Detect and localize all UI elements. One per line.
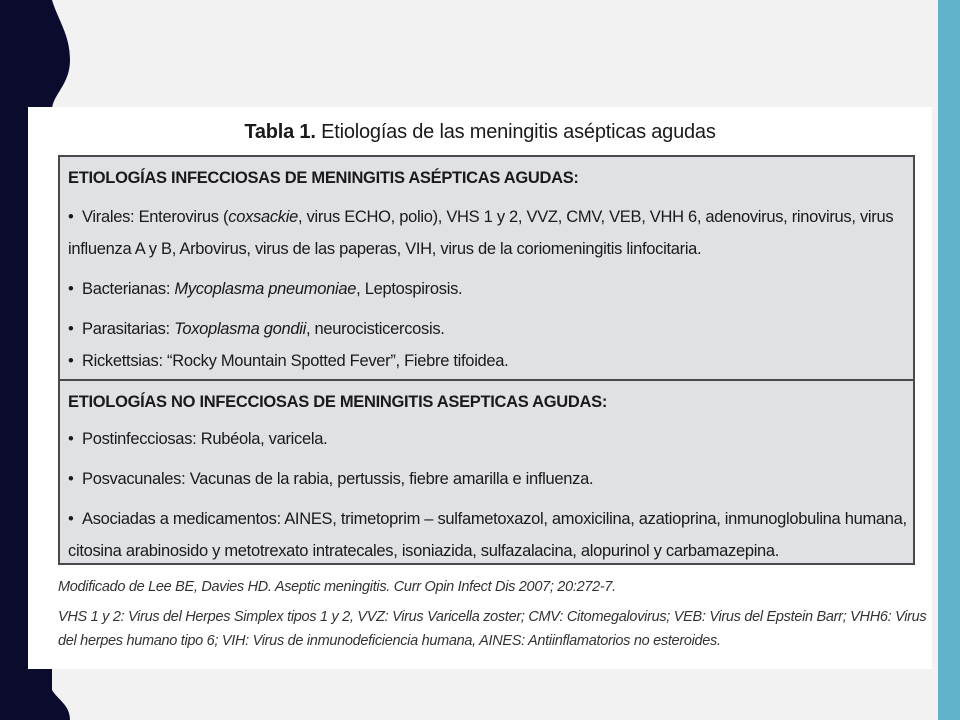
item-text: Virales: Enterovirus (	[82, 208, 229, 226]
item-text: , Leptospirosis.	[356, 280, 463, 298]
noninfectious-section	[60, 381, 913, 563]
italic-term: Mycoplasma pneumoniae	[174, 280, 357, 298]
list-item	[68, 423, 908, 455]
italic-term: Toxoplasma gondii	[174, 320, 306, 338]
bullet-icon: •	[68, 352, 74, 370]
table-title	[28, 121, 932, 144]
table-document	[28, 107, 932, 669]
italic-term: coxsackie	[228, 208, 298, 226]
item-text: Postinfecciosas: Rubéola, varicela.	[82, 430, 328, 448]
abbreviations-note: VHS 1 y 2: Virus del Herpes Simplex tipos 1 y 2, VVZ: Virus Varicella zoster; CMV: Citomegalovirus; VEB: Virus del Epstein Barr; VHH6: Virus del herpes humano tipo 6; VIH: Virus de inmunodeficiencia humana, AINES: Antiinflamatorios no esteroides.	[58, 609, 927, 649]
item-text: Posvacunales: Vacunas de la rabia, pertussis, fiebre amarilla e influenza.	[82, 470, 594, 488]
bullet-icon: •	[68, 470, 74, 488]
infectious-section	[60, 157, 913, 381]
item-text: , virus ECHO, polio), VHS 1 y 2, VVZ, CMV, VEB, VHH 6, adenovirus, rinovirus, virus influenza A y B, Arbovirus, virus de las paperas, VIH, virus de la coriomeningitis linfocitaria.	[68, 208, 894, 258]
bullet-icon: •	[68, 280, 74, 298]
table-title-rest: Etiologías de las meningitis asépticas agudas	[315, 121, 716, 143]
item-text: , neurocisticercosis.	[305, 320, 445, 338]
bullet-icon: •	[68, 208, 74, 226]
list-item	[68, 201, 908, 265]
list-item	[68, 313, 908, 345]
list-item	[68, 463, 908, 495]
right-accent-strip	[938, 0, 960, 720]
list-item	[68, 503, 908, 567]
infectious-section-heading: ETIOLOGÍAS INFECCIOSAS DE MENINGITIS ASÉPTICAS AGUDAS:	[68, 169, 579, 187]
bullet-icon: •	[68, 510, 74, 528]
item-text: Parasitarias:	[82, 320, 175, 338]
table-title-bold: Tabla 1.	[244, 121, 316, 143]
etiology-table	[58, 155, 915, 565]
source-note: Modificado de Lee BE, Davies HD. Aseptic meningitis. Curr Opin Infect Dis 2007; 20:272-7.	[58, 579, 616, 595]
item-text: Rickettsias: “Rocky Mountain Spotted Fever”, Fiebre tifoidea.	[82, 352, 509, 370]
item-text: Bacterianas:	[82, 280, 175, 298]
list-item	[68, 273, 908, 305]
bullet-icon: •	[68, 320, 74, 338]
noninfectious-section-heading: ETIOLOGÍAS NO INFECCIOSAS DE MENINGITIS ASEPTICAS AGUDAS:	[68, 393, 608, 411]
list-item	[68, 345, 908, 377]
bullet-icon: •	[68, 430, 74, 448]
item-text: Asociadas a medicamentos: AINES, trimetoprim – sulfametoxazol, amoxicilina, azatioprina, inmunoglobulina humana, citosina arabinosido y metotrexato intratecales, isoniazida, sulfazalacina, alopurinol y carbamazepina.	[68, 510, 907, 560]
